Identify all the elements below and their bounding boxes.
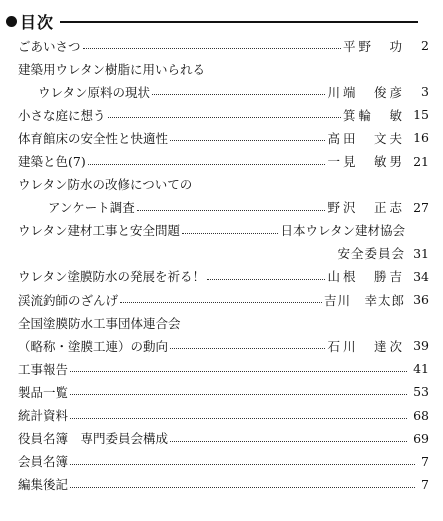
- toc-entry: [0, 34, 443, 57]
- leader-dots: [170, 348, 325, 349]
- toc-entry: [0, 57, 443, 80]
- entry-page: 68: [413, 407, 429, 423]
- entry-page: 69: [413, 430, 429, 446]
- toc-entry: [0, 126, 443, 149]
- leader-dots: [182, 233, 278, 234]
- toc-entry: [0, 380, 443, 403]
- toc-entry: [0, 265, 443, 288]
- toc-entry: [0, 427, 443, 450]
- entry-page: 53: [413, 384, 429, 400]
- toc-list: [0, 34, 443, 496]
- entry-title: ウレタン原料の現状: [38, 84, 151, 100]
- leader-dots: [88, 164, 326, 165]
- entry-page: 36: [413, 292, 429, 308]
- entry-title: （略称・塗膜工連）の動向: [18, 338, 169, 354]
- leader-dots: [170, 140, 325, 141]
- toc-entry: [0, 196, 443, 219]
- entry-title: 会員名簿: [18, 454, 69, 470]
- bullet-icon: [6, 16, 17, 27]
- entry-page: 27: [413, 199, 429, 215]
- toc-entry: [0, 450, 443, 473]
- entry-page: 41: [413, 361, 429, 377]
- leader-dots: [70, 394, 407, 395]
- entry-title: 統計資料: [18, 408, 69, 424]
- toc-entry: [0, 173, 443, 196]
- entry-title: 渓流釣師のざんげ: [18, 292, 119, 308]
- entry-title: 役員名簿 専門委員会構成: [18, 431, 169, 447]
- entry-author: 野沢 正志: [327, 200, 405, 216]
- leader-dots: [70, 464, 415, 465]
- leader-dots: [70, 418, 407, 419]
- leader-dots: [70, 487, 415, 488]
- toc-entry: [0, 242, 443, 265]
- leader-dots: [108, 117, 341, 118]
- toc-entry: [0, 357, 443, 380]
- entry-page: 39: [413, 338, 429, 354]
- entry-title: 小さな庭に想う: [18, 107, 106, 123]
- leader-dots: [83, 48, 341, 49]
- entry-title: 建築と色(7): [18, 154, 86, 170]
- leader-dots: [137, 210, 326, 211]
- entry-author: 山根 勝吉: [327, 269, 405, 285]
- toc-entry: [0, 149, 443, 172]
- entry-page: 15: [413, 107, 429, 123]
- toc-entry: [0, 103, 443, 126]
- entry-title: 製品一覧: [18, 384, 69, 400]
- entry-title: ごあいさつ: [18, 38, 81, 54]
- entry-author: 石川 達次: [327, 338, 405, 354]
- leader-dots: [70, 371, 407, 372]
- entry-author: 箕輪 敏: [342, 107, 405, 123]
- entry-page: 7: [421, 453, 429, 469]
- title-rule: [60, 21, 418, 23]
- entry-title: ウレタン防水の改修についての: [18, 177, 193, 193]
- leader-dots: [170, 441, 407, 442]
- entry-author: 安全委員会: [337, 246, 405, 262]
- entry-title: 建築用ウレタン樹脂に用いられる: [18, 61, 206, 77]
- leader-dots: [207, 279, 325, 280]
- toc-entry: [0, 334, 443, 357]
- toc-entry: [0, 404, 443, 427]
- entry-author: 一見 敏男: [327, 154, 405, 170]
- toc-entry: [0, 311, 443, 334]
- entry-page: 7: [421, 476, 429, 492]
- entry-author: 川端 俊彦: [327, 84, 405, 100]
- toc-entry: [0, 80, 443, 103]
- toc-entry: [0, 219, 443, 242]
- entry-title: 工事報告: [18, 361, 69, 377]
- entry-author: 吉川 幸太郎: [323, 292, 405, 308]
- entry-page: 31: [413, 245, 429, 261]
- entry-title: 体育館床の安全性と快適性: [18, 130, 169, 146]
- entry-title: 全国塗膜防水工事団体連合会: [18, 315, 181, 331]
- entry-page: 21: [413, 153, 429, 169]
- leader-dots: [120, 302, 322, 303]
- entry-title: アンケート調査: [48, 200, 135, 216]
- entry-author: 高田 文夫: [327, 130, 405, 146]
- entry-title: ウレタン塗膜防水の発展を祈る！: [18, 269, 206, 285]
- toc-header: [6, 10, 418, 32]
- entry-page: 2: [421, 38, 429, 54]
- entry-title: ウレタン建材工事と安全問題: [18, 223, 181, 239]
- entry-author: 平野 功: [342, 38, 405, 54]
- entry-title: 編集後記: [18, 477, 69, 493]
- entry-page: 16: [413, 130, 429, 146]
- toc-entry: [0, 473, 443, 496]
- toc-entry: [0, 288, 443, 311]
- toc-title: 目次: [20, 12, 55, 32]
- leader-dots: [152, 94, 325, 95]
- entry-author: 日本ウレタン建材協会: [280, 223, 405, 239]
- entry-page: 3: [421, 84, 429, 100]
- entry-page: 34: [413, 268, 429, 284]
